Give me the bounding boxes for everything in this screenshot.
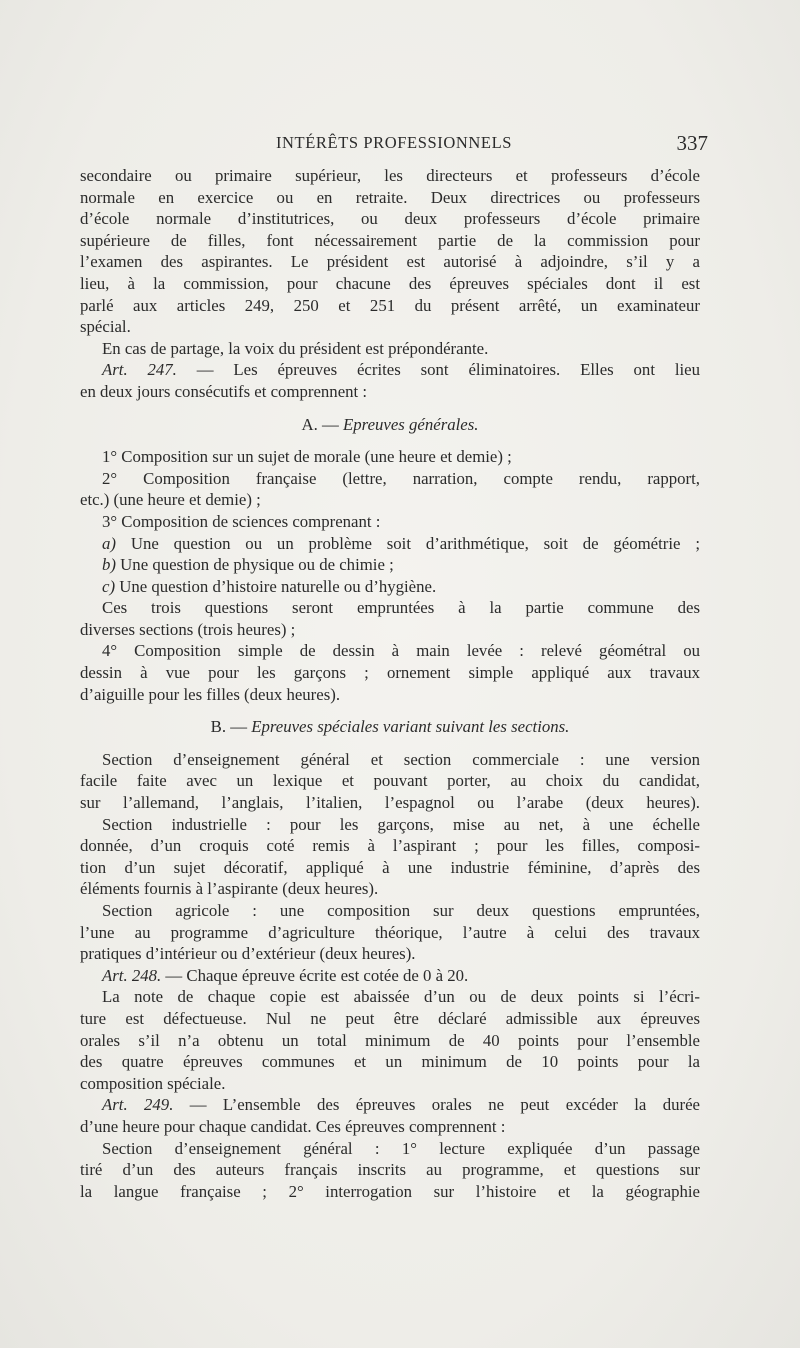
text-line: [80, 468, 700, 490]
italic-prefix: a): [102, 533, 116, 553]
line-text: — Les épreuves écrites sont éliminatoires. Elles ont lieu: [176, 360, 700, 380]
line-text: — Chaque épreuve écrite est cotée de 0 à 20.: [161, 965, 469, 985]
section-letter: A. —: [301, 414, 344, 434]
text-line: [80, 251, 700, 273]
line-text: Une question ou un problème soit d’arithmétique, soit de géométrie ;: [115, 533, 700, 553]
line-text: La note de chaque copie est abaissée d’un ou de deux points si l’écri-: [102, 987, 700, 1007]
line-text: facile faite avec un lexique et pouvant porter, au choix du candidat,: [80, 771, 700, 791]
line-text: composition spéciale.: [80, 1073, 226, 1093]
text-line: [80, 414, 700, 436]
line-text: parlé aux articles 249, 250 et 251 du présent arrêté, un examinateur: [80, 295, 700, 315]
italic-prefix: Art. 248.: [102, 965, 162, 985]
text-line: [80, 943, 700, 965]
text-line: [80, 230, 700, 252]
line-text: — L’ensemble des épreuves orales ne peut excéder la durée: [173, 1095, 700, 1115]
line-text: 3° Composition de sciences comprenant :: [102, 511, 381, 531]
section-heading: Epreuves générales.: [343, 414, 479, 434]
page-number: 337: [676, 131, 708, 155]
text-line: [80, 716, 700, 738]
line-text: tion d’un sujet décoratif, appliqué à une industrie féminine, d’après des: [80, 857, 700, 877]
text-line: [80, 1138, 700, 1160]
line-text: diverses sections (trois heures) ;: [80, 619, 296, 639]
line-text: 1° Composition sur un sujet de morale (une heure et demie) ;: [102, 447, 512, 467]
running-title: INTÉRÊTS PROFESSIONNELS: [275, 133, 513, 152]
section-gap: [80, 403, 700, 414]
line-text: 2° Composition française (lettre, narration, compte rendu, rapport,: [102, 468, 700, 488]
text-line: [80, 749, 700, 771]
line-text: l’une au programme d’agriculture théorique, l’autre à celui des travaux: [80, 922, 700, 942]
section-heading: Epreuves spéciales variant suivant les sections.: [251, 717, 570, 737]
text-line: [80, 792, 700, 814]
line-text: donnée, d’un croquis coté remis à l’aspirant ; pour les filles, composi-: [80, 836, 700, 856]
text-line: [80, 338, 700, 360]
text-line: [80, 640, 700, 662]
text-line: [80, 835, 700, 857]
text-line: [80, 381, 700, 403]
line-text: normale en exercice ou en retraite. Deux directrices ou professeurs: [80, 187, 700, 207]
italic-prefix: Art. 249.: [102, 1095, 174, 1115]
line-text: Section industrielle : pour les garçons, mise au net, à une échelle: [102, 814, 700, 834]
line-text: Section d’enseignement général et section commerciale : une version: [102, 749, 700, 769]
text-line: [80, 814, 700, 836]
text-line: [80, 359, 700, 381]
text-line: [80, 187, 700, 209]
text-line: [80, 662, 700, 684]
section-gap: [80, 435, 700, 446]
line-text: orales s’il n’a obtenu un total minimum de 40 points pour l’ensemble: [80, 1030, 700, 1050]
text-line: [80, 1094, 700, 1116]
line-text: supérieure de filles, font nécessairement partie de la commission pour: [80, 230, 700, 250]
text-line: [80, 1030, 700, 1052]
text-line: [80, 1073, 700, 1095]
line-text: éléments fournis à l’aspirante (deux heures).: [80, 879, 379, 899]
text-line: [80, 316, 700, 338]
text-line: [80, 165, 700, 187]
text-line: [80, 900, 700, 922]
text-line: [80, 684, 700, 706]
italic-prefix: c): [102, 576, 116, 596]
line-text: des quatre épreuves communes et un minimum de 10 points pour la: [80, 1052, 700, 1072]
line-text: sur l’allemand, l’anglais, l’italien, l’espagnol ou l’arabe (deux heures).: [80, 793, 700, 813]
text-line: [80, 273, 700, 295]
text-line: [80, 1181, 700, 1203]
text-line: [80, 208, 700, 230]
text-line: [80, 511, 700, 533]
line-text: l’examen des aspirantes. Le président est autorisé à adjoindre, s’il y a: [80, 252, 700, 272]
line-text: dessin à vue pour les garçons ; ornement simple appliqué aux travaux: [80, 663, 700, 683]
text-line: [80, 576, 700, 598]
line-text: Section d’enseignement général : 1° lecture expliquée d’un passage: [102, 1138, 700, 1158]
text-line: [80, 878, 700, 900]
line-text: pratiques d’intérieur ou d’extérieur (deux heures).: [80, 944, 416, 964]
line-text: ture est défectueuse. Nul ne peut être déclaré admissible aux épreuves: [80, 1008, 700, 1028]
line-text: etc.) (une heure et demie) ;: [80, 490, 261, 510]
text-line: [80, 1008, 700, 1030]
line-text: spécial.: [80, 317, 131, 337]
text-line: [80, 533, 700, 555]
text-line: [80, 597, 700, 619]
line-text: secondaire ou primaire supérieur, les directeurs et professeurs d’école: [80, 166, 700, 185]
section-gap: [80, 738, 700, 749]
section-gap: [80, 705, 700, 716]
text-line: [80, 489, 700, 511]
line-text: en deux jours consécutifs et comprennent :: [80, 381, 368, 401]
italic-prefix: Art. 247.: [102, 360, 177, 380]
line-text: d’école normale d’institutrices, ou deux professeurs d’école primaire: [80, 209, 700, 229]
line-text: Section agricole : une composition sur deux questions empruntées,: [102, 901, 700, 920]
text-line: [80, 619, 700, 641]
text-line: [80, 965, 700, 987]
text-line: [80, 857, 700, 879]
italic-prefix: b): [102, 555, 116, 575]
text-line: [80, 922, 700, 944]
text-line: [80, 1116, 700, 1138]
text-line: [80, 986, 700, 1008]
text-line: [80, 554, 700, 576]
text-line: [80, 446, 700, 468]
line-text: Ces trois questions seront empruntées à la partie commune des: [102, 598, 700, 618]
text-line: [80, 1051, 700, 1073]
line-text: Une question de physique ou de chimie ;: [115, 555, 394, 575]
line-text: d’une heure pour chaque candidat. Ces épreuves comprennent :: [80, 1116, 506, 1136]
line-text: la langue française ; 2° interrogation sur l’histoire et la géographie: [80, 1181, 700, 1201]
line-text: d’aiguille pour les filles (deux heures).: [80, 684, 341, 704]
body-text: [80, 165, 700, 1202]
line-text: lieu, à la commission, pour chacune des épreuves spéciales dont il est: [80, 273, 700, 293]
text-line: [80, 1159, 700, 1181]
line-text: tiré d’un des auteurs français inscrits au programme, et questions sur: [80, 1160, 700, 1180]
line-text: Une question d’histoire naturelle ou d’hygiène.: [115, 576, 437, 596]
text-line: [80, 295, 700, 317]
text-line: [80, 770, 700, 792]
section-letter: B. —: [210, 717, 252, 737]
running-header: [80, 131, 708, 157]
line-text: 4° Composition simple de dessin à main levée : relevé géométral ou: [102, 641, 700, 661]
line-text: En cas de partage, la voix du président est prépondérante.: [102, 338, 489, 358]
